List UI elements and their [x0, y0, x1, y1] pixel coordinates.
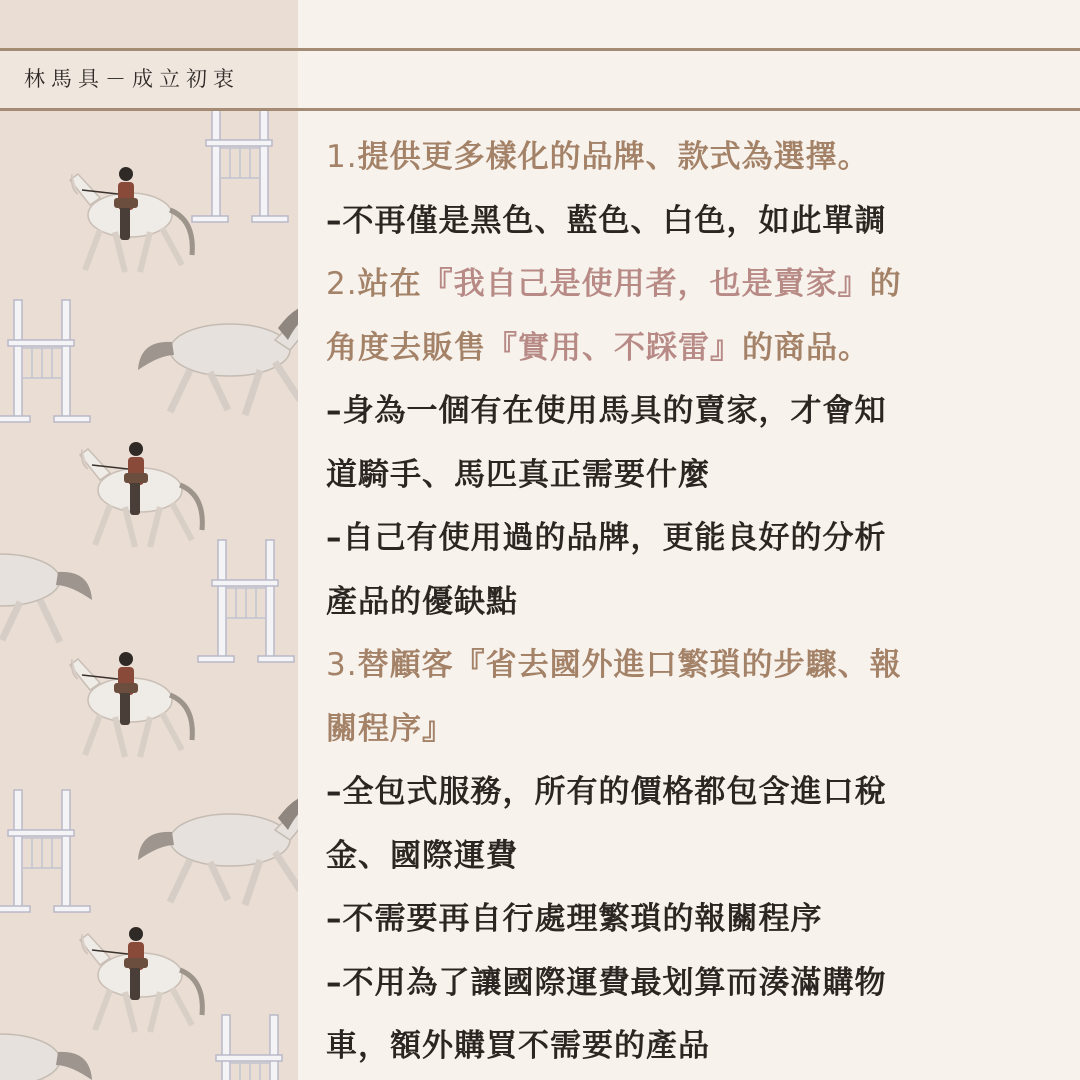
rider-horse-3	[70, 652, 192, 757]
point-1-detail-1: –不再僅是黑色、藍色、白色，如此單調	[326, 202, 887, 239]
point-3-text: 替顧客『省去國外進口繁瑣的步驟、報	[357, 647, 902, 683]
point-2-line-cont	[326, 317, 1046, 381]
point-2-detail-1: –身為一個有在使用馬具的賣家，才會知	[326, 393, 887, 429]
rider-horse-4	[80, 927, 202, 1032]
loose-horse-4	[0, 1014, 92, 1080]
point-2-line	[326, 253, 1046, 317]
point-2-number: 2.	[326, 266, 358, 302]
rider-horse-1	[70, 167, 192, 272]
top-divider	[0, 48, 1080, 51]
point-1-number: 1.	[326, 139, 358, 175]
point-2-detail-1-cont: 道騎手、馬匹真正需要什麼	[326, 456, 710, 493]
content-text	[326, 126, 1046, 1079]
point-2-cont-c: 的商品。	[742, 329, 870, 366]
rider-horse-2	[80, 442, 202, 547]
loose-horse-1	[138, 304, 298, 415]
point-2-text-c: 的	[869, 266, 902, 302]
page-title: 林馬具－成立初衷	[24, 67, 240, 91]
point-3-detail-3: –不用為了讓國際運費最划算而湊滿購物	[326, 964, 887, 1001]
point-2-text-a: 站在	[357, 266, 422, 302]
point-2-quote: 『我自己是使用者，也是賣家』	[421, 266, 870, 302]
point-2-detail-2: –自己有使用過的品牌，更能良好的分析	[326, 520, 887, 556]
point-3-line-cont: 關程序』	[326, 710, 454, 747]
point-2-cont-quote: 『實用、不踩雷』	[486, 329, 742, 366]
decorative-pattern-panel	[0, 0, 298, 1080]
point-3-line	[326, 634, 1046, 698]
horse-jump-1	[192, 100, 288, 222]
point-2-detail-2-cont: 產品的優缺點	[326, 583, 518, 620]
point-3-detail-1-cont: 金、國際運費	[326, 837, 518, 874]
point-3-detail-1: –全包式服務，所有的價格都包含進口稅	[326, 774, 887, 810]
horse-pattern-illustration	[0, 0, 298, 1080]
loose-horse-2	[0, 534, 92, 645]
horse-jump-3	[198, 540, 294, 662]
horse-jump-5	[202, 1015, 298, 1080]
bottom-divider	[0, 108, 1080, 111]
point-3-detail-3-cont: 車，額外購買不需要的產品	[326, 1028, 710, 1064]
point-1-text: 提供更多樣化的品牌、款式為選擇。	[357, 139, 870, 175]
point-3-number: 3.	[326, 647, 358, 683]
point-3-detail-2: –不需要再自行處理繁瑣的報關程序	[326, 901, 823, 937]
horse-jump-4	[0, 790, 90, 912]
point-2-cont-a: 角度去販售	[326, 329, 486, 366]
point-1-line	[326, 126, 1046, 190]
horse-jump-2	[0, 300, 90, 422]
loose-horse-3	[138, 794, 298, 905]
